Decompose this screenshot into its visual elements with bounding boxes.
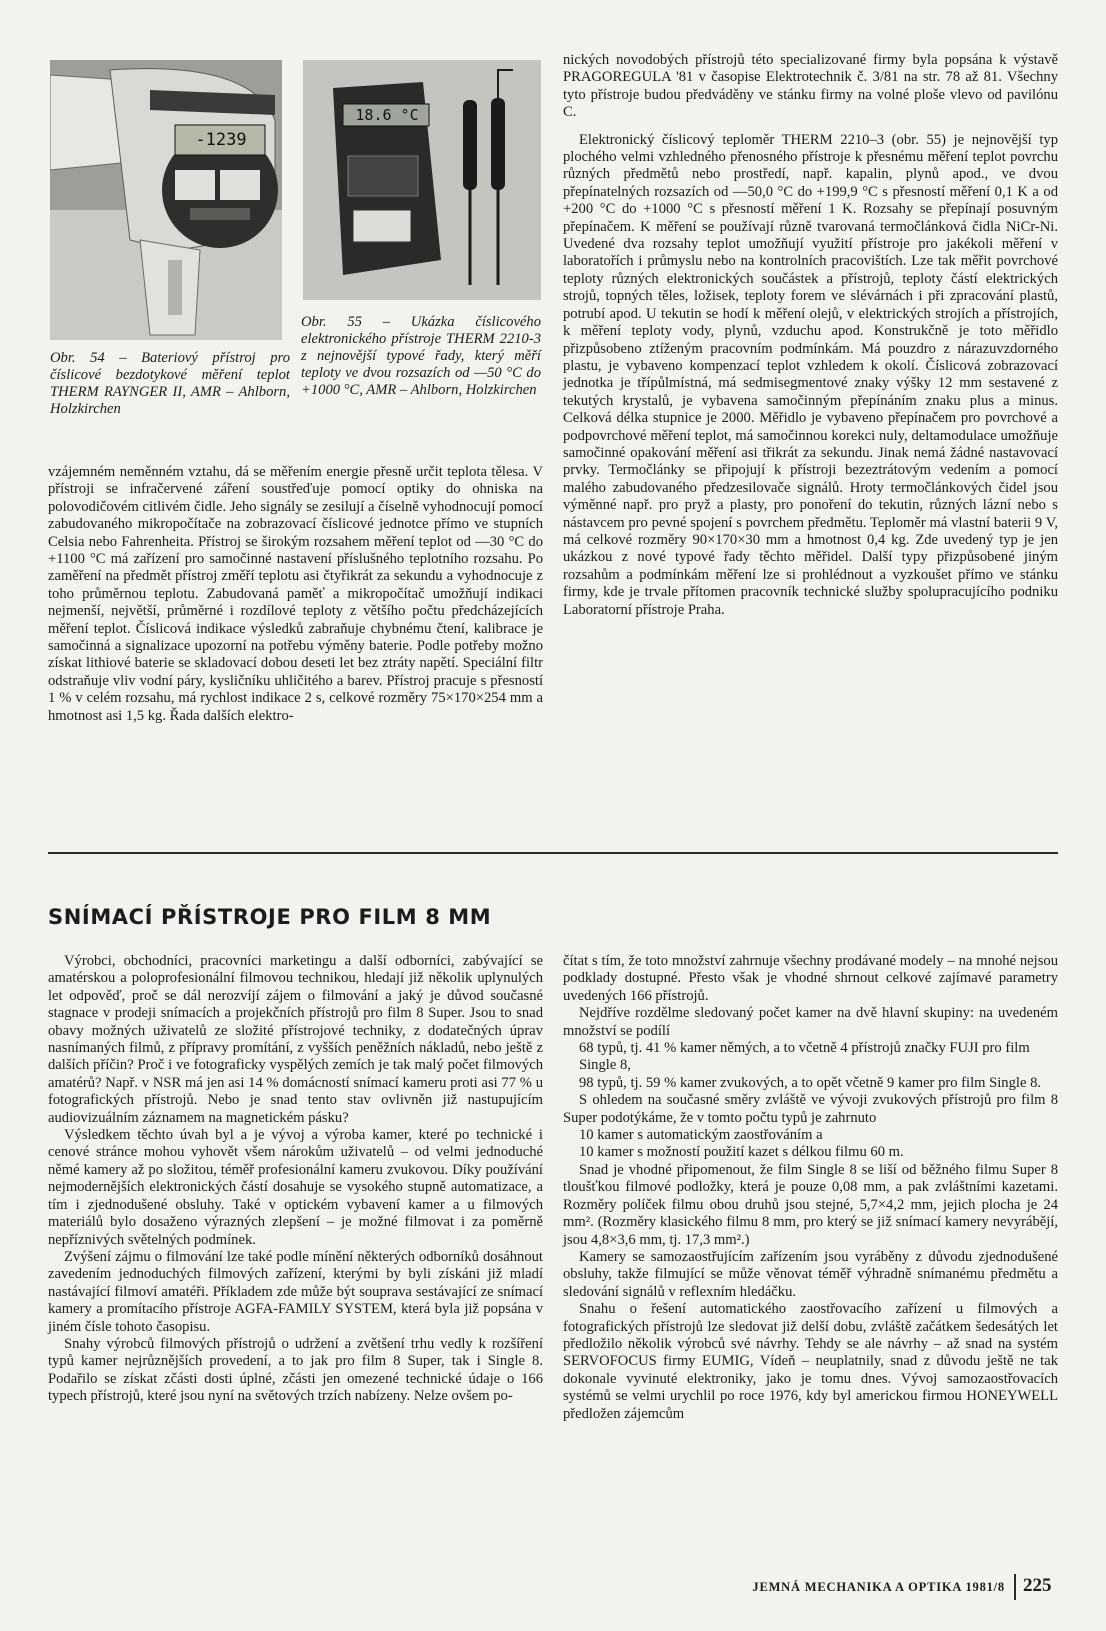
- article2-right-p6: Snahu o řešení automatického zaostřovacího zařízení u filmových a fotografických přístrojů lze sledovat již delší dobu, zvláště začátkem šedesátých let předložilo několik výrobců své návrhy. Tehdy se ale návrhy – až snad na systém SERVOFOCUS firmy EUMIG, Vídeň – neuplatnily, snad z důvodu ještě ne tak dokonale vyvinuté elektroniky, jako je tomu dnes. Vývoj samozaostřovacích systémů se velmi urychlil po roce 1976, kdy byl americkou firmou HONEYWELL předložen zájemcům: [563, 1301, 1058, 1422]
- article1-right-p2: Elektronický číslicový teploměr THERM 2210–3 (obr. 55) je nejnovější typ plochého velmi vzhledného přenosného přístroje k přesnému měření teplot povrchu různých předmětů nebo prostředí, např. kapalin, plynů apod., ve dvou přepínatelných rozsazích od —50,0 °C do +199,9 °C s přesností měření 0,1 K a od +200 °C do +1000 °C s přesností měření 1 K. Rozsahy se přepínají posuvným přepínačem. K měření se používají různě tvarovaná termočlánková čidla NiCr-Ni. Uvedené dva rozsahy teplot umožňují využití přístroje pro jakékoli měření v laboratořích i průmyslu nebo na kontrolních pracovištích. Lze tak měřit povrchové teploty různých elektronických součástek a přístrojů, teploty částí elektrických strojů, topných těles, ložisek, teploty forem ve slévárnách i při zpracování plastů, potrubí apod. U tekutin se hodí k měření olejů, v elektrických strojích a přístrojích, k měření teploty vody, plynů, vzduchu apod. Konstrukčně je toto měřidlo přizpůsobeno ztíženým pracovním podmínkám. Má pouzdro z nárazuvzdorného plastu, je vybaveno kompenzací teplot vzhledem k okolí. Číslicová zobrazovací jednotka je třípůlmístná, má sedmisegmentové znaky výšky 12 mm sestavené z tekutých krystalů, je vybavena samočinným přepínáním znaku plus a minus. Celková délka stupnice je 2000. Měřidlo je vybaveno přepínačem pro povrchové a podpovrchové měření teplot, má samočinnou korekci nuly, deltamodulace umožňuje samočinné opakování měření asi třikrát za sekundu. Jinak nemá žádné nastavovací prvky. Termočlánky se připojují k přístroji bezeztrátovým vedením a pomocí malého zabudovaného předzesilovače signálů. Hroty termočlánkových čidel jsou výměnné např. pro pryž a plasty, pro ponoření do tekutin, různých lázní nebo s nástavcem pro pevné spojení s povrchem předmětu. Teploměr má vlastní baterii 9 V, má celkové rozměry 90×170×30 mm a hmotnost 0,4 kg. Zde uvedený typ je jen ukázkou z nové typové řady těchto měřidel. Další typy přizpůsobené jiným rozsahům a podmínkám měření lze si prohlédnout a vyzkoušet přímo ve stánku firmy, kde je trvale přítomen pracovník technické služby spolupracujícího podniku Laboratorní přístroje Praha.: [563, 131, 1058, 618]
- article2-right-list-4: 10 kamer s možností použití kazet s délkou filmu 60 m.: [579, 1144, 904, 1161]
- article2-right-list-1: 68 typů, tj. 41 % kamer němých, a to včetně 4 přístrojů značky FUJI pro film Single 8,: [579, 1040, 1030, 1074]
- figure-54-display: -1239: [195, 130, 247, 150]
- figure-55-caption: Obr. 55 – Ukázka číslicového elektronického přístroje THERM 2210-3 z nejnovější typové řady, který měří teploty ve dvou rozsazích od —50 °C do +1000 °C, AMR – Ahlborn, Holzkirchen: [301, 314, 541, 398]
- footer-journal: JEMNÁ MECHANIKA A OPTIKA 1981/8: [752, 1580, 1005, 1594]
- figure-55-display: 18.6 °C: [355, 106, 419, 124]
- footer-separator: [1014, 1574, 1016, 1600]
- article2-right-p3: S ohledem na současné směry zvláště ve vývoji zvukových přístrojů pro film 8 Super podotýkáme, že v tomto počtu typů je zahrnuto: [563, 1092, 1058, 1126]
- article1-left-text: vzájemném neměnném vztahu, dá se měřením energie přesně určit teplota tělesa. V přístroji se infračervené záření soustřeďuje pomocí optiky do ohniska na polovodičovém citlivém čidle. Jeho signály se zesilují a číselně vyhodnocují pomocí zabudovaného mikropočítače na zobrazovací číslicové jednotce přímo ve stupních Celsia nebo Fahrenheita. Přístroj se širokým rozsahem měření teplot od —30 °C do +1100 °C má zařízení pro samočinné nastavení příslušného teplotního rozsahu. Po zaměření na předmět přístroj změří teplotu asi čtyřikrát za sekundu a vyhodnocuje z toho průměrnou teplotu. Zabudovaná paměť a mikropočítač umožňují indikaci nejmenší, největší, průměrné i rozdílové teploty z většího počtu předcházejících měření teplot. Číslicová indikace výsledků zabraňuje chybnému čtení, kalibrace je samočinná a signalizace upozorní na potřebu výměny baterie. Podle potřeby možno získat lithiové baterie se skladovací dobou deseti let bez ztráty napětí. Speciální filtr odstraňuje vliv vodní páry, kysličníku uhličitého a barev. Přístroj pracuje s přesností 1 % v celém rozsahu, má rychlost indikace 2 s, celkové rozměry 75×170×254 mm a hmotnost asi 1,5 kg. Řada dalších elektro-: [48, 464, 543, 724]
- article2-right-column: [563, 953, 1058, 1423]
- article2-left-p1: Výrobci, obchodníci, pracovníci marketingu a další odborníci, zabývající se amatérskou a poloprofesionální filmovou technikou, hledají již několik uplynulých let odpověď, proč se dál nerozvíjí zájem o filmování a jaký je důvod současné stagnace v prodeji snímacích a projekčních přístrojů pro film 8 Super. Jsou to snad obavy možných uživatelů ze složité přístrojové techniky, z dodatečných úprav nasnímaných filmů, z přípravy promítání, z vyšších peněžních nákladů, nebo ještě z dalších příčin? Proč i ve fotograficky vyspělých zemích je tak malý počet filmových amatérů? Např. v NSR má jen asi 14 % domácností snímací kameru proti asi 77 % u fotografických přístrojů. Nebo je snad tento stav ovlivněn již nastupujícím audiovizuálním záznamem na magnetickém pásku?: [48, 953, 543, 1126]
- article1-right-column: [563, 52, 1058, 619]
- figure-54-caption: Obr. 54 – Bateriový přístroj pro číslicové bezdotykové měření teplot THERM RAYNGER II, AMR – Ahlborn, Holzkirchen: [50, 350, 290, 417]
- page-number: 225: [1023, 1575, 1052, 1596]
- article2-right-p2: Nejdříve rozdělme sledovaný počet kamer na dvě hlavní skupiny: na uvedeném množství se podílí: [563, 1005, 1058, 1039]
- article2-right-p1: čítat s tím, že toto množství zahrnuje všechny prodávané modely – na mnohé nejsou podklady dostupné. Přesto však je vhodné shrnout celkové zajímavé parametry uvedených 166 přístrojů.: [563, 953, 1058, 1004]
- section-divider: [48, 852, 1058, 854]
- article2-right-p4: Snad je vhodné připomenout, že film Single 8 se liší od běžného filmu Super 8 tloušťkou filmové podložky, která je pouze 0,08 mm, a pak zvláštními kazetami. Rozměry políček filmu obou druhů jsou stejné, 5,7×4,2 mm, jejich plocha je 24 mm². (Rozměry klasického filmu 8 mm, pro který se již snímací kamery nevyrábějí, jsou 4,8×3,6 mm, tj. 17,3 mm².): [563, 1161, 1058, 1248]
- figure-55-photo: [303, 60, 541, 300]
- article2-right-p5: Kamery se samozaostřujícím zařízením jsou vyráběny z důvodu zjednodušené obsluhy, takže filmující se může věnovat téměř výhradně snímanému předmětu a sledování signálů v reflexním hledáčku.: [563, 1248, 1058, 1300]
- article2-left-column: [48, 953, 543, 1406]
- figure-54-photo: [50, 60, 282, 340]
- article2-title: SNÍMACÍ PŘÍSTROJE PRO FILM 8 MM: [48, 905, 492, 929]
- article2-left-p3: Zvýšení zájmu o filmování lze také podle mínění některých odborníků dosáhnout zavedením jednoduchých filmových zařízení, kterými by byli získáni již mladí nastávající filmoví amatéři. Příkladem zde může být souprava sestávající ze snímací kamery a promítacího přístroje AGFA-FAMILY SYSTEM, která byla již popsána v jiném čísle tohoto časopisu.: [48, 1248, 543, 1335]
- article2-left-p2: Výsledkem těchto úvah byl a je vývoj a výroba kamer, které po technické i cenové stránce mohou vyhovět všem nárokům uživatelů – od velmi jednoduché němé kamery až po složitou, téměř profesionální kameru zvukovou. Díky používání nejmodernějších elektronických částí dosahuje se vysokého stupně automatizace, a tím i zjednodušené obsluhy. Také v optickém vybavení kamer a u filmových materiálů bylo dosaženo výrazných zlepšení – je možné filmovat i za poměrně nepříznivých světelných podmínek.: [48, 1127, 543, 1248]
- article2-right-list-3: 10 kamer s automatickým zaostřováním a: [579, 1127, 823, 1144]
- article2-right-list-2: 98 typů, tj. 59 % kamer zvukových, a to opět včetně 9 kamer pro film Single 8.: [579, 1074, 1042, 1091]
- article1-right-p1: nických novodobých přístrojů této specializované firmy byla popsána k výstavě PRAGOREGULA '81 v časopise Elektrotechnik č. 3/81 na str. 78 až 81. Všechny tyto přístroje budou předváděny ve stánku firmy na volné ploše vlevo od pavilónu C.: [563, 52, 1058, 121]
- article2-left-p4: Snahy výrobců filmových přístrojů o udržení a zvětšení trhu vedly k rozšíření typů kamer nejrůznějších provedení, a to jak pro film 8 Super, tak i Single 8. Podařilo se získat zčásti dosti úplné, zčásti jen omezené technické údaje o 166 typech přístrojů, které jsou nyní na světových trzích nabízeny. Nelze ovšem po-: [48, 1335, 543, 1405]
